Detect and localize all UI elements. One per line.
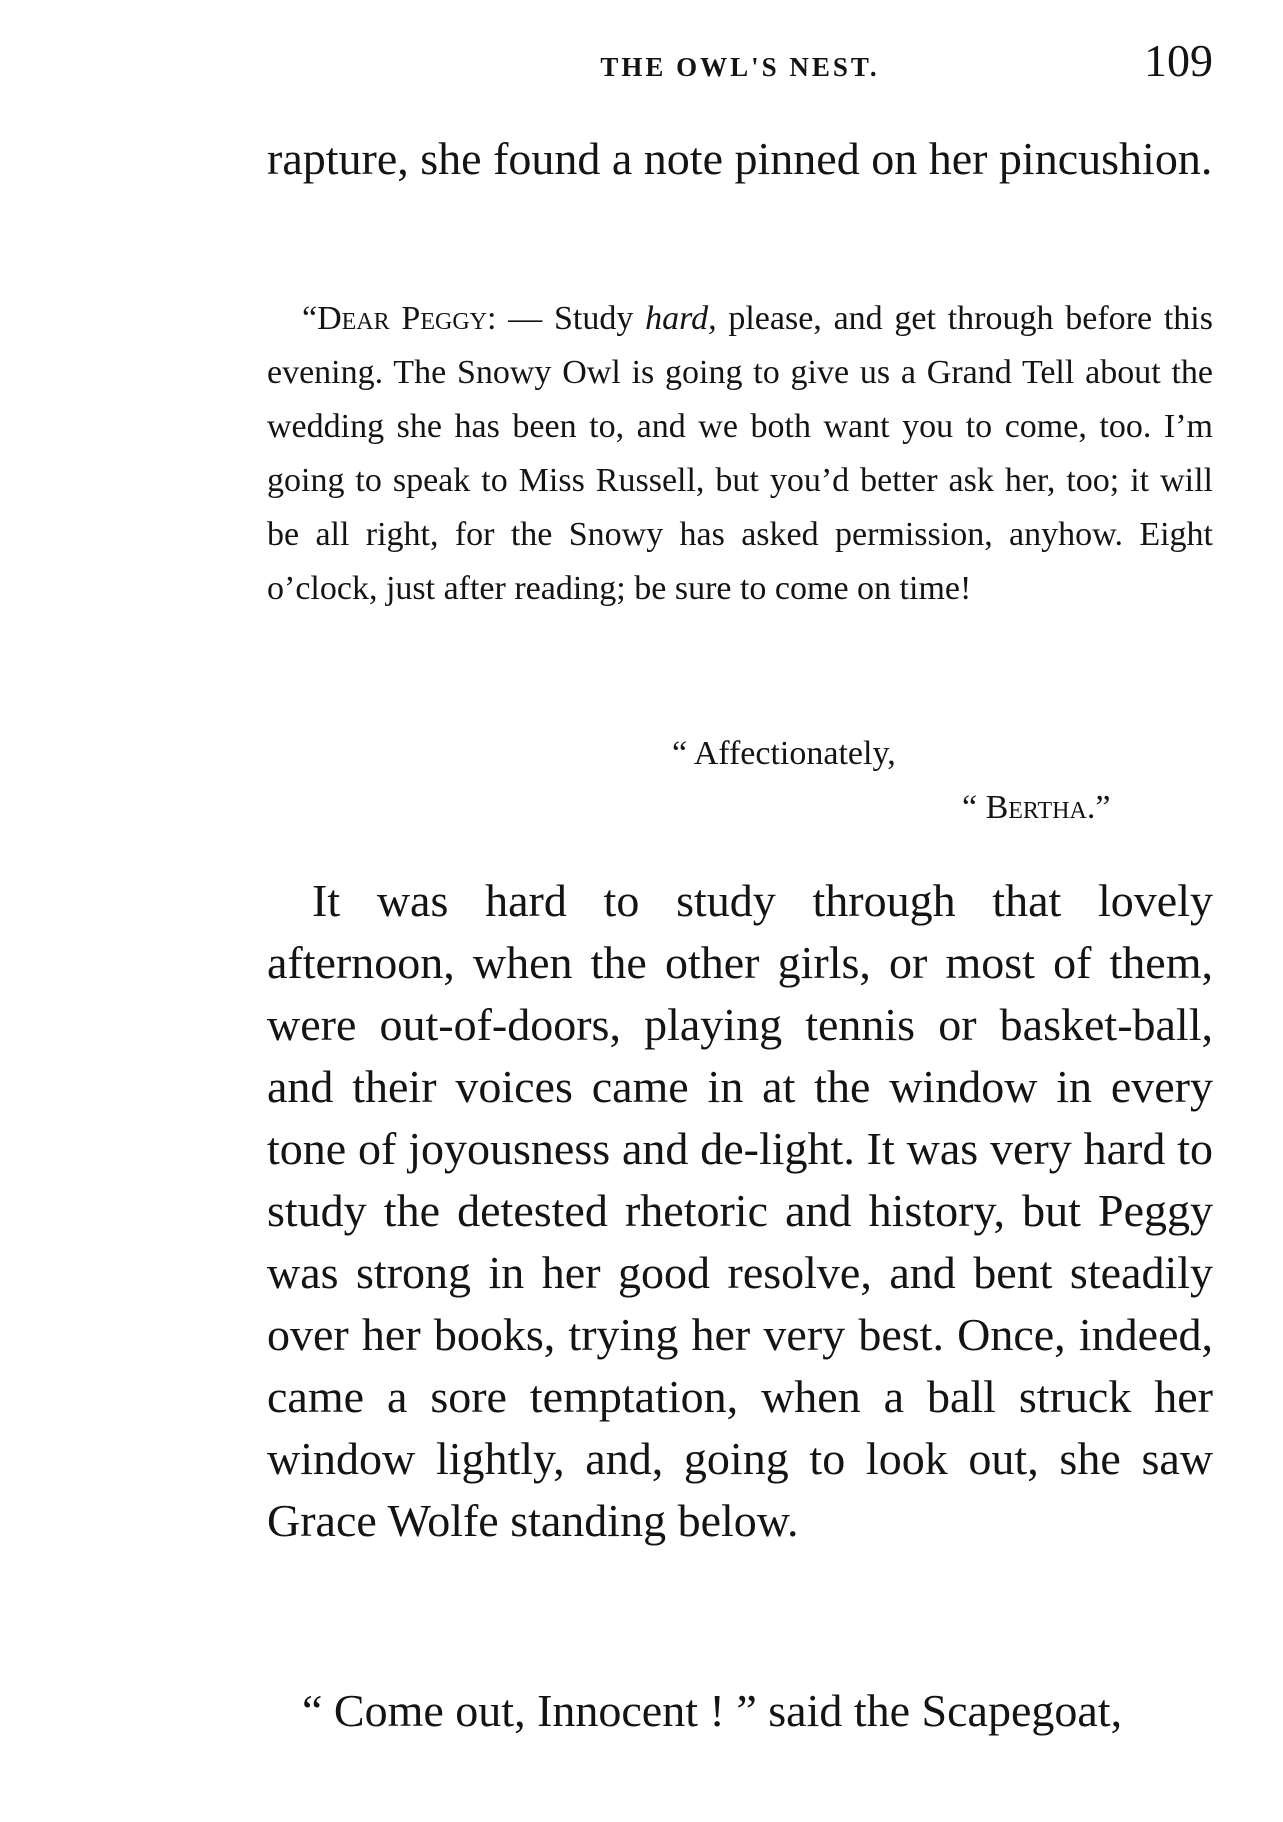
letter-note: [267, 292, 1213, 616]
page-number: 109: [1144, 35, 1213, 86]
letter-signature: [962, 781, 1110, 835]
letter-salutation: Dear Peggy: [317, 300, 487, 337]
letter-open-quote: “: [302, 300, 318, 337]
signature-name: Bertha: [985, 789, 1087, 826]
letter-salutation-punct: : —: [486, 300, 554, 337]
running-head: [267, 34, 1213, 94]
letter-text-start: Study: [553, 300, 646, 337]
signature-end: .”: [1086, 789, 1111, 826]
running-title: THE OWL'S NEST.: [600, 52, 880, 82]
letter-closing: “ Affectionately,: [672, 735, 896, 772]
signature-quote: “: [962, 789, 986, 826]
letter-body: [267, 292, 1213, 616]
paragraph-study: It was hard to study through that lovely afternoon, when the other girls, or most of them, were out-of-doors, playing tennis or basket-ball, and their voices came in at the window in every tone of joyousness and de-light. It was very hard to study the detested rhetoric and history, but Peggy was strong in her good resolve, and bent steadily over her books, trying her very best. Once, indeed, came a sore temptation, when a ball struck her window lightly, and, going to look out, she saw Grace Wolfe standing below.: [267, 875, 1213, 1546]
paragraph-continued: rapture, she found a note pinned on her pincushion.: [267, 133, 1213, 184]
letter-emphasis: hard,: [645, 300, 717, 337]
paragraph-dialogue: “ Come out, Innocent ! ” said the Scapegoat,: [302, 1685, 1123, 1736]
letter-text-rest: please, and get through before this evening. The Snowy Owl is going to give us a Grand Tell about the wedding she has been to, and we both want you to come, too. I’m going to speak to Miss Russell, but you’d better ask her, too; it will be all right, for the Snowy has asked permission, anyhow. Eight o’clock, just after reading; be sure to come on time!: [267, 300, 1213, 607]
